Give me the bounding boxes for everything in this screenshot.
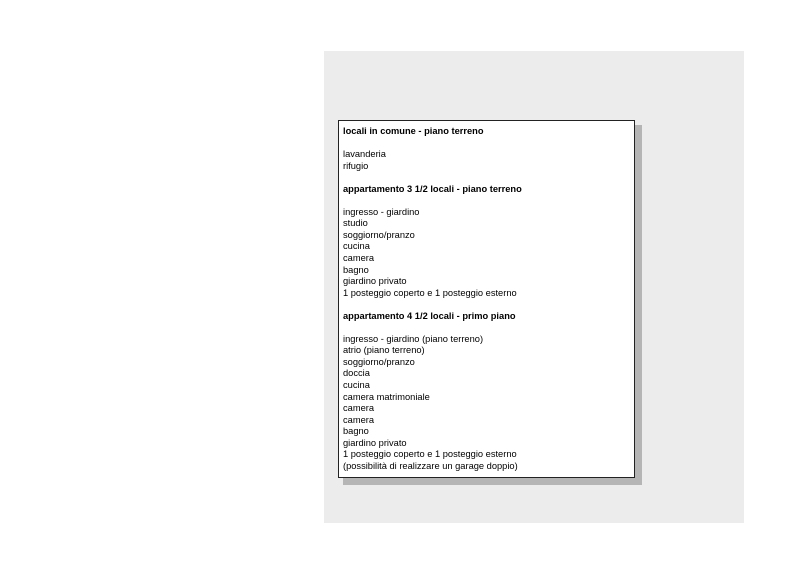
room-item: 1 posteggio coperto e 1 posteggio esterno — [343, 287, 517, 298]
room-item: bagno — [343, 264, 369, 275]
room-item: cucina — [343, 241, 370, 252]
room-item: giardino privato — [343, 276, 407, 287]
section-heading: locali in comune - piano terreno — [343, 126, 484, 136]
room-item: ingresso - giardino — [343, 206, 420, 217]
section-spacer — [343, 299, 634, 311]
room-item: camera matrimoniale — [343, 391, 430, 402]
room-item: studio — [343, 218, 368, 229]
room-item: 1 posteggio coperto e 1 posteggio esterno — [343, 449, 517, 460]
room-item: doccia — [343, 368, 370, 379]
room-item: (possibilità di realizzare un garage doppio) — [343, 460, 518, 471]
room-item: soggiorno/pranzo — [343, 229, 415, 240]
room-item: camera — [343, 253, 375, 264]
heading-spacer — [343, 195, 634, 207]
section-heading: appartamento 3 1/2 locali - piano terreno — [343, 183, 522, 194]
room-item: bagno — [343, 426, 369, 437]
room-item: camera — [343, 403, 375, 414]
room-item: rifugio — [343, 160, 369, 171]
room-item: atrio (piano terreno) — [343, 345, 425, 356]
heading-spacer — [343, 138, 634, 150]
section-heading: appartamento 4 1/2 locali - primo piano — [343, 310, 516, 321]
room-item: camera — [343, 414, 375, 425]
room-item: soggiorno/pranzo — [343, 356, 415, 367]
room-item: ingresso - giardino (piano terreno) — [343, 333, 484, 344]
section-spacer — [343, 172, 634, 184]
room-item: giardino privato — [343, 437, 407, 448]
room-list-box — [338, 120, 635, 478]
room-item: cucina — [343, 380, 370, 391]
heading-spacer — [343, 322, 634, 334]
room-item: lavanderia — [343, 149, 386, 160]
